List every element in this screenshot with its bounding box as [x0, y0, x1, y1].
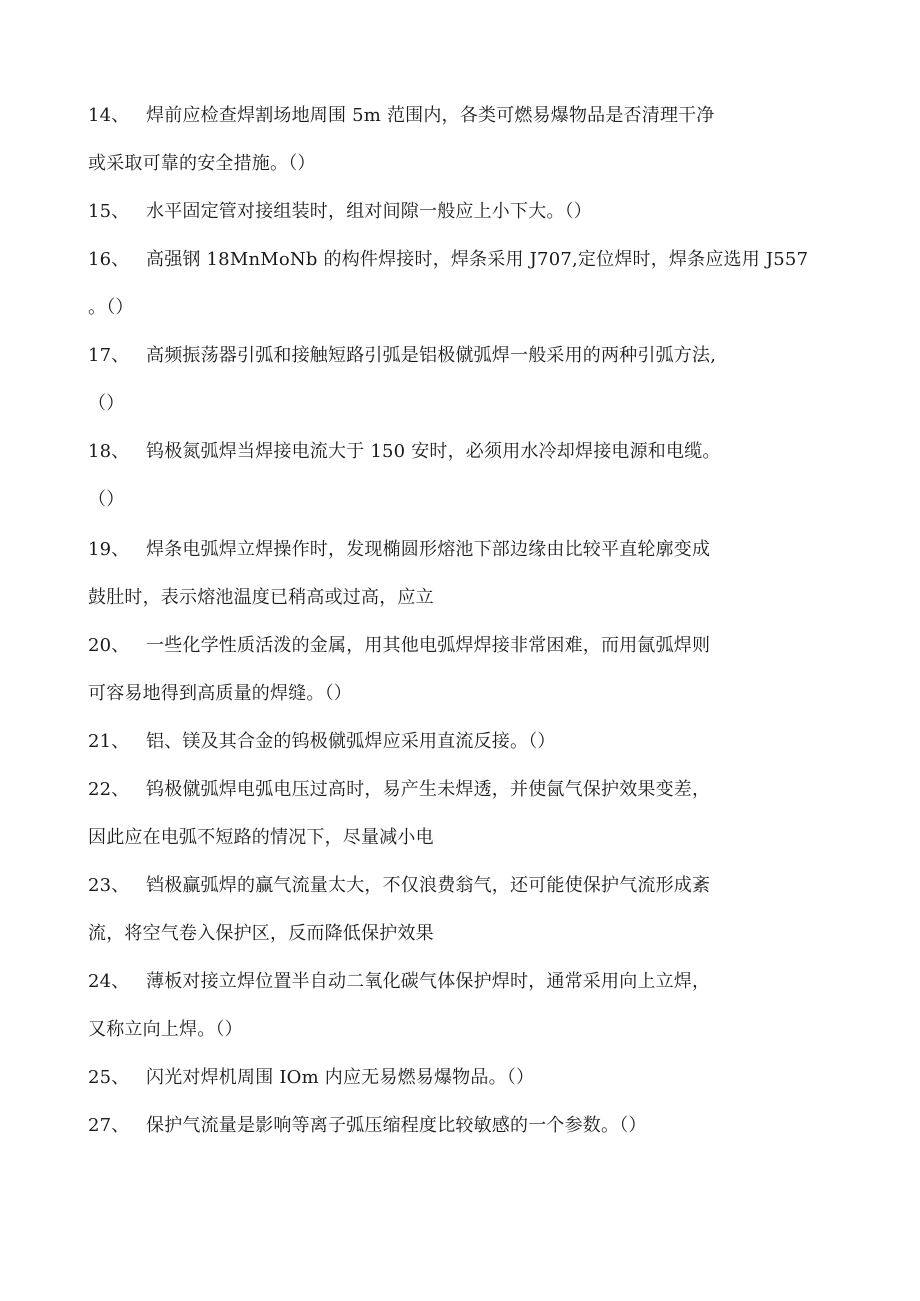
- question-number: 14、: [88, 105, 130, 126]
- question-number: 27、: [88, 1115, 130, 1136]
- question-text: 铛极赢弧焊的赢气流量太大，不仅浪费翁气，还可能使保护气流形成紊: [146, 875, 711, 896]
- question-23-line-2: 流，将空气卷入保护区，反而降低保护效果: [88, 923, 434, 944]
- question-number: 17、: [88, 345, 130, 366]
- question-17-line-2: （）: [88, 393, 125, 414]
- question-number: 16、: [88, 249, 130, 270]
- question-text: 焊条电弧焊立焊操作时，发现椭圆形熔池下部边缘由比较平直轮廓变成: [146, 539, 711, 560]
- question-number: 20、: [88, 635, 130, 656]
- question-25-line-1: [88, 1066, 534, 1090]
- question-19-line-1: [88, 538, 710, 562]
- question-18-line-1: [88, 440, 721, 464]
- question-number: 19、: [88, 539, 130, 560]
- question-20-line-2: 可容易地得到高质量的焊缝。（）: [88, 683, 352, 704]
- question-20-line-1: [88, 634, 710, 658]
- question-text: 高频振荡器引弧和接触短路引弧是铝极僦弧焊一般采用的两种引弧方法,: [146, 345, 717, 366]
- question-23-line-1: [88, 874, 710, 898]
- question-number: 22、: [88, 779, 130, 800]
- question-number: 25、: [88, 1067, 130, 1088]
- question-text: 保护气流量是影响等离子弧压缩程度比较敏感的一个参数。（）: [146, 1115, 647, 1136]
- question-24-line-1: [88, 970, 710, 994]
- question-15-line-1: [88, 200, 592, 224]
- question-text: 钨极僦弧焊电弧电压过高时，易产生未焊透，并使氤气保护效果变差，: [146, 779, 711, 800]
- question-text: 水平固定管对接组装时，组对间隙一般应上小下大。（）: [146, 201, 592, 222]
- question-16-line-2: 。（）: [88, 297, 134, 318]
- question-22-line-2: 因此应在电弧不短路的情况下，尽量减小电: [88, 827, 434, 848]
- question-14-line-1: [88, 104, 715, 128]
- question-21-line-1: [88, 730, 556, 754]
- question-number: 24、: [88, 971, 130, 992]
- question-14-line-2: 或采取可靠的安全措施。（）: [88, 153, 316, 174]
- question-16-line-1: [88, 248, 808, 272]
- question-number: 21、: [88, 731, 130, 752]
- question-number: 23、: [88, 875, 130, 896]
- question-text: 高强钢 18MnMoNb 的构件焊接时，焊条采用 J707,定位焊时，焊条应选用 J557: [146, 249, 809, 270]
- question-17-line-1: [88, 344, 716, 368]
- question-number: 15、: [88, 201, 130, 222]
- question-27-line-1: [88, 1114, 647, 1138]
- question-24-line-2: 又称立向上焊。（）: [88, 1019, 243, 1040]
- question-text: 一些化学性质活泼的金属，用其他电弧焊焊接非常困难，而用氤弧焊则: [146, 635, 711, 656]
- question-text: 铝、镁及其合金的钨极僦弧焊应采用直流反接。（）: [146, 731, 556, 752]
- question-text: 钨极氮弧焊当焊接电流大于 150 安时，必须用水冷却焊接电源和电缆。: [146, 441, 721, 462]
- question-text: 薄板对接立焊位置半自动二氧化碳气体保护焊时，通常采用向上立焊，: [146, 971, 711, 992]
- question-number: 18、: [88, 441, 130, 462]
- question-19-line-2: 鼓肚时，表示熔池温度已稍高或过高，应立: [88, 587, 434, 608]
- question-18-line-2: （）: [88, 489, 125, 510]
- question-22-line-1: [88, 778, 710, 802]
- question-text: 焊前应检查焊割场地周围 5m 范围内，各类可燃易爆物品是否清理干净: [146, 105, 715, 126]
- question-text: 闪光对焊机周围 IOm 内应无易燃易爆物品。（）: [146, 1067, 535, 1088]
